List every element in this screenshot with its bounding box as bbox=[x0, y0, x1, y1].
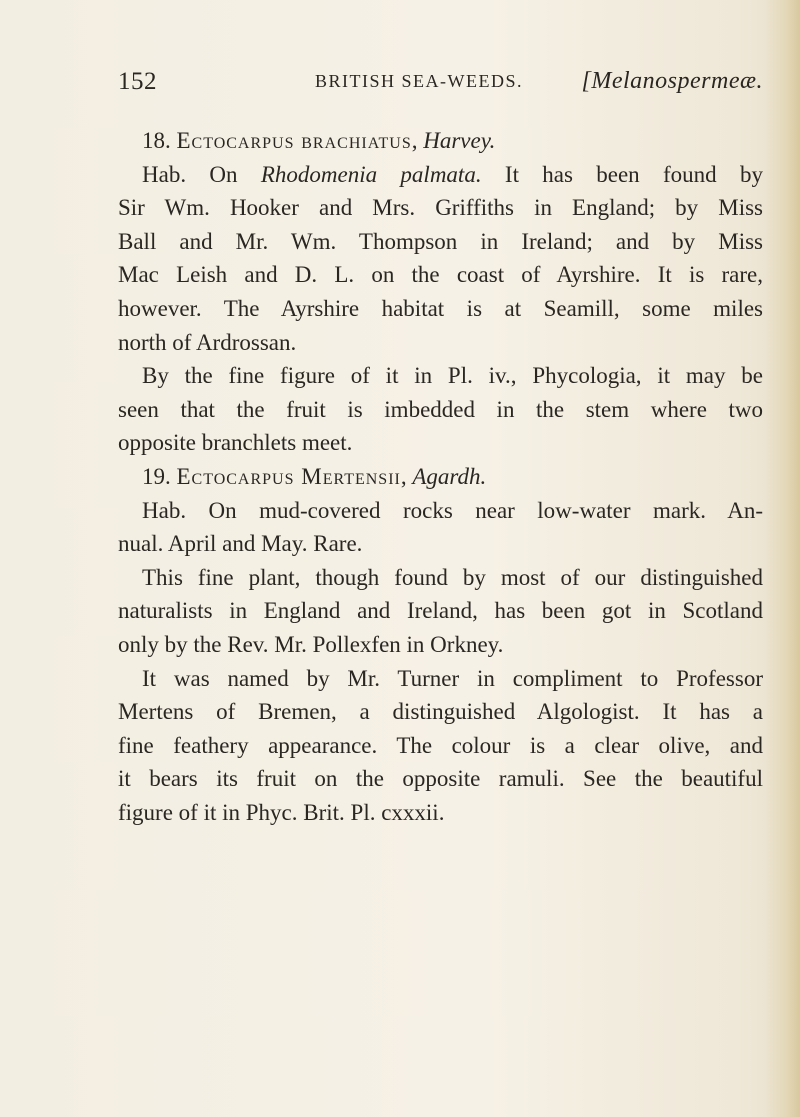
entry-number: 18. bbox=[142, 128, 171, 153]
text-line: Ball and Mr. Wm. Thompson in Ireland; and by Miss bbox=[118, 228, 763, 254]
host-plant: Rhodomenia palmata. bbox=[260, 161, 482, 187]
section-title: [Melanospermeæ. bbox=[581, 68, 763, 94]
text-line: only by the Rev. Mr. Pollexfen in Orkney. bbox=[118, 631, 504, 657]
species-name: Ectocarpus brachiatus bbox=[176, 128, 412, 153]
entry-19-heading: 19. Ectocarpus Mertensii, Agardh. bbox=[142, 463, 487, 489]
text-line: By the fine figure of it in Pl. iv., Phycologia, it may be bbox=[142, 363, 763, 389]
entry-18-heading: 18. Ectocarpus brachiatus, Harvey. bbox=[142, 128, 496, 153]
species-name: Ectocarpus Mertensii bbox=[176, 463, 401, 489]
text-line: naturalists in England and Ireland, has been got in Scotland bbox=[118, 598, 763, 624]
text-line: however. The Ayrshire habitat is at Seamill, some miles bbox=[118, 295, 763, 321]
entry-number: 19. bbox=[142, 463, 171, 489]
species-author: Harvey. bbox=[423, 128, 496, 153]
text-line: it bears its fruit on the opposite ramuli. See the beautiful bbox=[118, 766, 763, 792]
text-line: seen that the fruit is imbedded in the stem where two bbox=[118, 396, 763, 422]
text-line: Sir Wm. Hooker and Mrs. Griffiths in England; by Miss bbox=[118, 195, 763, 221]
text-line: nual. April and May. Rare. bbox=[118, 531, 363, 557]
text-line: north of Ardrossan. bbox=[118, 329, 297, 355]
running-head bbox=[118, 68, 763, 102]
text-line: opposite branchlets meet. bbox=[118, 430, 353, 456]
text-line: Hab. On Rhodomenia palmata. It has been found by bbox=[142, 161, 763, 187]
text-line: It was named by Mr. Turner in compliment to Professor bbox=[142, 665, 763, 691]
text-line: Hab. On mud-covered rocks near low-water mark. An- bbox=[142, 497, 763, 523]
text-line: figure of it in Phyc. Brit. Pl. cxxxii. bbox=[118, 799, 445, 825]
running-title: BRITISH SEA-WEEDS. bbox=[315, 71, 523, 91]
page-edge-stain bbox=[764, 0, 800, 1117]
text-line: Mertens of Bremen, a distinguished Algologist. It has a bbox=[118, 699, 763, 725]
text-line: fine feathery appearance. The colour is a clear olive, and bbox=[118, 732, 763, 758]
text-line: This fine plant, though found by most of our distinguished bbox=[142, 564, 763, 590]
species-author: Agardh. bbox=[412, 463, 487, 489]
text-line: Mac Leish and D. L. on the coast of Ayrshire. It is rare, bbox=[118, 262, 763, 288]
body-text bbox=[118, 124, 763, 829]
page-number: 152 bbox=[118, 68, 157, 95]
